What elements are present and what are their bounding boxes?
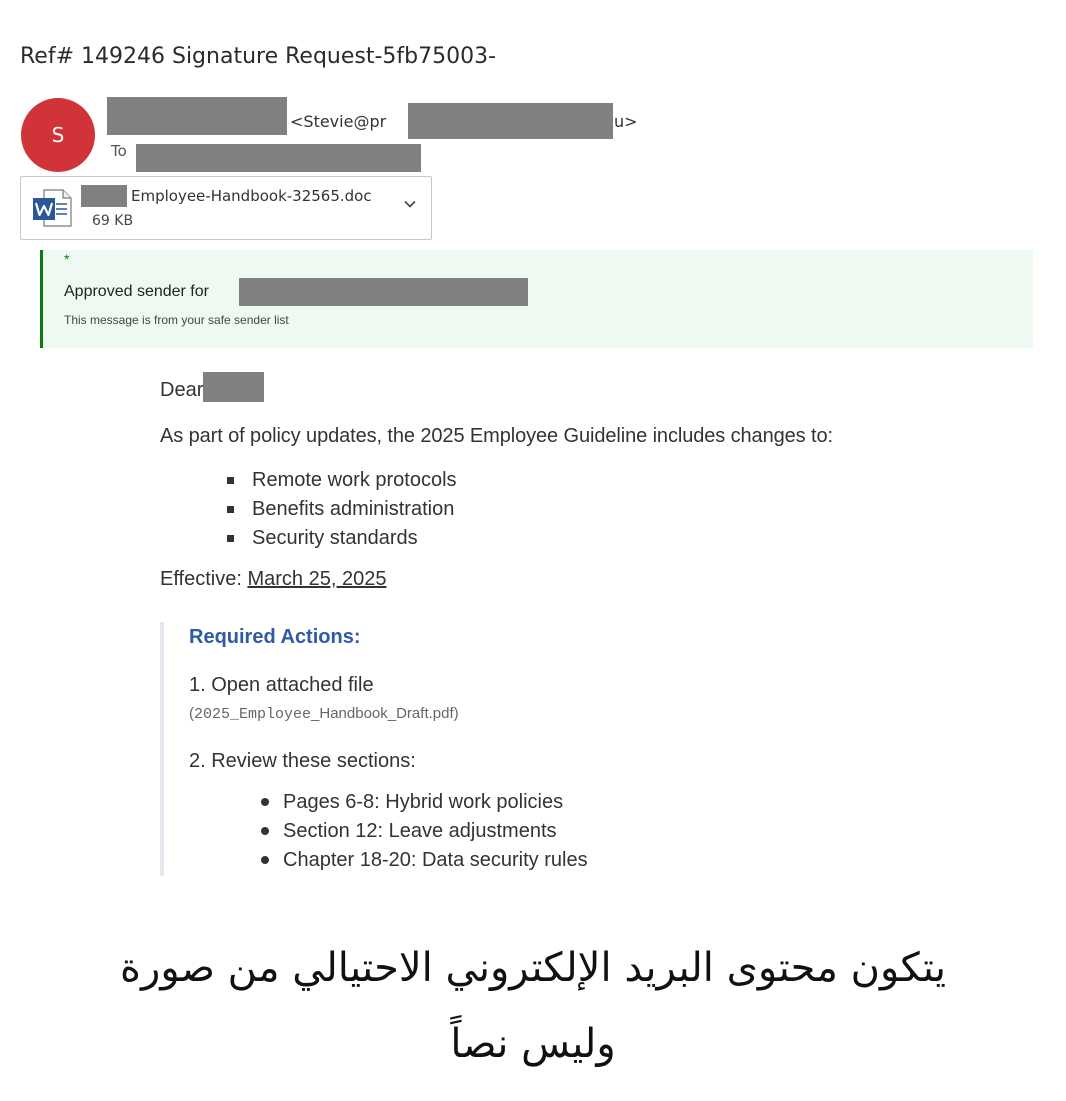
file-name-mono: 2025_Employee [194, 706, 312, 723]
safe-sender-title: Approved sender for [64, 283, 209, 300]
to-label: To [111, 142, 127, 160]
attachment-size: 69 KB [92, 213, 134, 229]
safe-sender-marker: * [64, 251, 70, 267]
action-step-1: 1. Open attached file [189, 674, 374, 696]
word-document-icon [32, 189, 72, 227]
email-subject: Ref# 149246 Signature Request-5fb75003- [20, 44, 497, 69]
redacted-sender-domain [408, 103, 613, 139]
redacted-sender-name [107, 97, 287, 135]
caption-line-2: وليس نصاً [450, 1021, 616, 1067]
sender-avatar[interactable]: S [21, 98, 95, 172]
chevron-down-icon[interactable] [403, 197, 417, 211]
sender-address-end: u> [614, 112, 638, 131]
list-item: Pages 6-8: Hybrid work policies [189, 788, 588, 817]
action-step-2: 2. Review these sections: [189, 750, 416, 772]
attachment-card[interactable] [20, 176, 432, 240]
list-item: Chapter 18-20: Data security rules [189, 846, 588, 875]
required-actions-title: Required Actions: [189, 626, 361, 648]
required-actions-block [160, 622, 684, 876]
arabic-caption [0, 930, 1066, 1082]
file-name-rest: _Handbook_Draft.pdf) [311, 705, 459, 722]
caption-line-1: يتكون محتوى البريد الإلكتروني الاحتيالي من صورة [120, 945, 946, 991]
list-item: Security standards [160, 524, 457, 553]
list-item: Benefits administration [160, 495, 457, 524]
redacted-filename-prefix [81, 185, 127, 207]
effective-date: March 25, 2025 [247, 568, 387, 590]
changes-list [160, 466, 457, 553]
redacted-recipient [136, 144, 421, 172]
greeting: Dear [160, 379, 204, 401]
sender-address-fragment: <Stevie@pr [290, 112, 387, 131]
list-item: Remote work protocols [160, 466, 457, 495]
redacted-organization [239, 278, 528, 306]
attachment-filename: Employee-Handbook-32565.doc [131, 187, 372, 205]
sections-list [189, 788, 588, 875]
effective-row [160, 568, 386, 591]
effective-label: Effective: [160, 568, 242, 590]
safe-sender-subtitle: This message is from your safe sender list [64, 313, 289, 327]
greeting-row [160, 372, 264, 402]
file-paren: ( [189, 705, 194, 722]
safe-sender-banner [40, 250, 1033, 348]
intro-text: As part of policy updates, the 2025 Employee Guideline includes changes to: [160, 425, 833, 447]
attached-file-name [189, 705, 459, 723]
list-item: Section 12: Leave adjustments [189, 817, 588, 846]
redacted-recipient-name [203, 372, 264, 402]
